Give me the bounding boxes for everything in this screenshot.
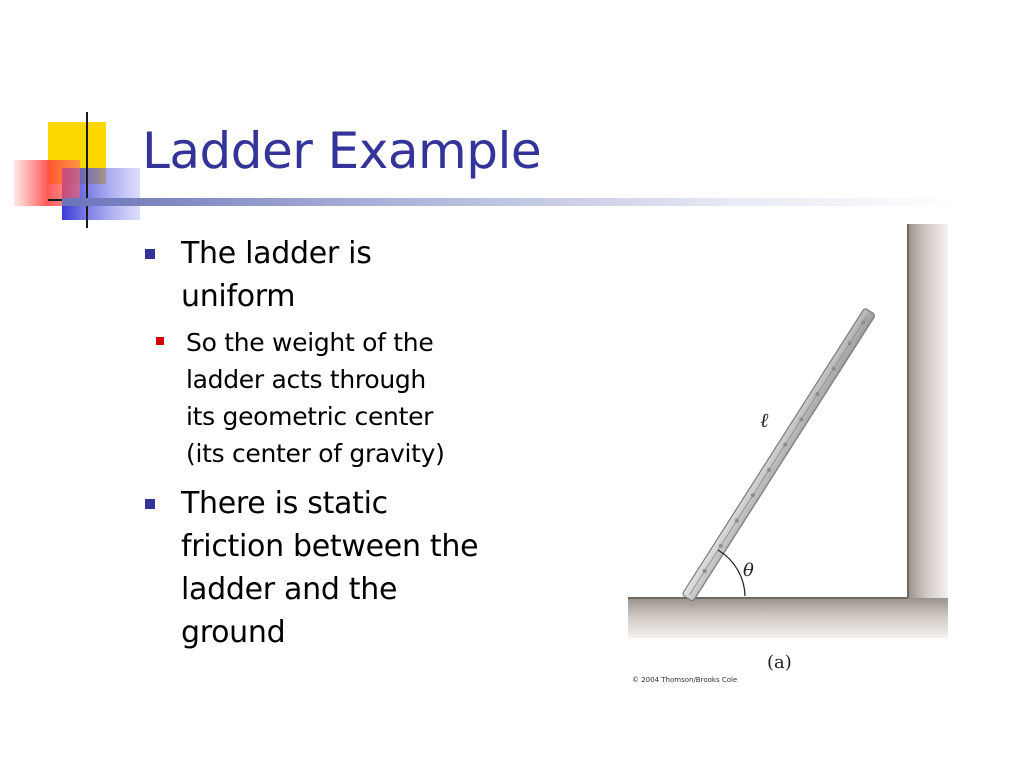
wall xyxy=(908,224,948,614)
title-underline xyxy=(62,198,962,206)
floor xyxy=(628,598,948,638)
length-label: ℓ xyxy=(760,408,769,432)
bullet-line: friction between the xyxy=(181,529,479,564)
bullet-item xyxy=(140,482,600,654)
angle-label: θ xyxy=(743,560,754,581)
sub-bullet-item xyxy=(140,324,600,472)
bullet-line: ground xyxy=(181,615,286,650)
bullet-line: uniform xyxy=(181,279,296,314)
sub-bullet-line: ladder acts through xyxy=(186,365,426,394)
bullet-marker xyxy=(145,499,155,509)
slide-title: Ladder Example xyxy=(142,122,542,180)
bullet-marker xyxy=(145,249,155,259)
figure-caption: (a) xyxy=(767,652,792,673)
bullet-list xyxy=(140,232,600,660)
bullet-item xyxy=(140,232,600,318)
sub-bullet-line: its geometric center xyxy=(186,402,434,431)
bullet-line: There is static xyxy=(181,486,388,521)
sub-bullet-marker xyxy=(156,337,164,345)
ladder xyxy=(682,308,876,602)
sub-bullet-line: (its center of gravity) xyxy=(186,439,445,468)
sub-bullet-line: So the weight of the xyxy=(186,328,434,357)
bullet-line: ladder and the xyxy=(181,572,398,607)
bullet-line: The ladder is xyxy=(181,236,372,271)
copyright-credit: © 2004 Thomson/Brooks Cole xyxy=(632,676,738,684)
ladder-figure xyxy=(628,224,968,694)
